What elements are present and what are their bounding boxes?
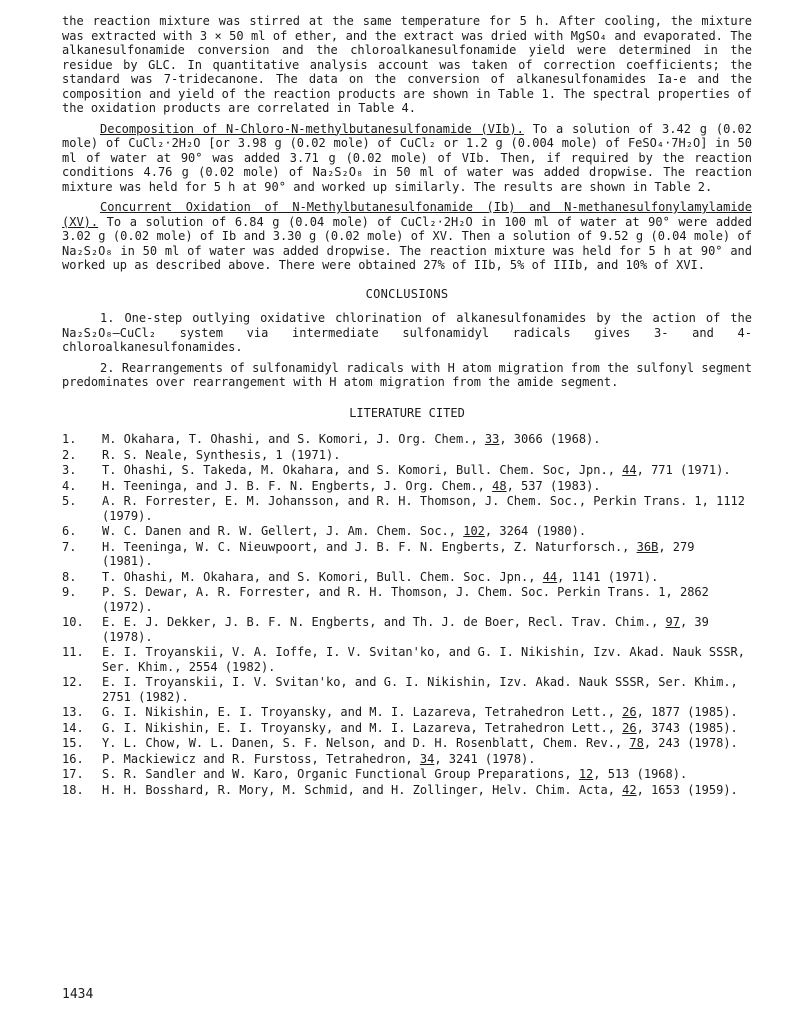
concurrent-paragraph: [62, 200, 752, 273]
reference-item: [62, 675, 752, 704]
reference-text: T. Ohashi, S. Takeda, M. Okahara, and S. Komori, Bull. Chem. Soc, Jpn.,: [102, 463, 623, 477]
reference-text: E. I. Troyanskii, I. V. Svitan'ko, and G. I. Nikishin, Izv. Akad. Nauk SSSR, Ser. Khim., 2751 (1982).: [102, 675, 738, 704]
decomposition-paragraph: [62, 122, 752, 195]
conclusion-1: 1. One-step outlying oxidative chlorination of alkanesulfonamides by the action of the Na₂S₂O₈–CuCl₂ system via intermediate sulfonamidyl radicals gives 3- and 4-chloroalkanesulfonamides.: [62, 311, 752, 354]
reference-volume: 42: [622, 782, 637, 797]
reference-citation: , 39 (1978).: [102, 615, 709, 644]
reference-text: E. E. J. Dekker, J. B. F. N. Engberts, and Th. J. de Boer, Recl. Trav. Chim.,: [102, 615, 666, 629]
reference-number: 13.: [62, 705, 84, 719]
reference-list: [62, 432, 752, 797]
reference-number: 10.: [62, 615, 84, 629]
reference-text: G. I. Nikishin, E. I. Troyansky, and M. I. Lazareva, Tetrahedron Lett.,: [102, 720, 623, 735]
reference-volume: 48: [492, 478, 507, 493]
reference-volume: 26: [622, 705, 637, 719]
reference-item: [62, 448, 752, 463]
reference-volume: 34: [419, 751, 435, 766]
paper-page: [62, 14, 752, 798]
page-number: 1434: [62, 987, 94, 1002]
reference-number: 7.: [62, 539, 77, 554]
reference-text: M. Okahara, T. Ohashi, and S. Komori, J. Org. Chem.,: [102, 432, 485, 446]
reference-item: [62, 540, 752, 569]
reference-citation: , 1653 (1959).: [636, 782, 738, 797]
decomposition-title: Decomposition of N-Chloro-N-methylbutanesulfonamide (VIb).: [100, 121, 524, 136]
reference-item: [62, 479, 752, 494]
reference-number: 14.: [62, 720, 84, 735]
reference-text: H. Teeninga, and J. B. F. N. Engberts, J. Org. Chem.,: [102, 478, 493, 493]
reference-citation: , 3066 (1968).: [499, 432, 601, 446]
conclusions-heading: CONCLUSIONS: [365, 286, 449, 301]
reference-volume: 12: [578, 767, 594, 781]
reference-item: [62, 463, 752, 478]
top-paragraph: the reaction mixture was stirred at the same temperature for 5 h. After cooling, the mixture was extracted with 3 × 50 ml of ether, and the extract was dried with MgSO₄ and evaporated. The alkanesulfonamide conversion and the chloroalkanesulfonamide yield were determined in the residue by GLC. In quantitative analysis account was taken of correction coefficients; the standard was 7-tridecanone. The data on the conversion of alkanesulfonamides Ia-e and the composition and yield of the reaction products are shown in Table 1. The spectral properties of the oxidation products are correlated in Table 4.: [62, 14, 752, 115]
reference-item: [62, 752, 752, 767]
reference-number: 8.: [62, 569, 77, 584]
reference-number: 12.: [62, 675, 84, 689]
reference-text: A. R. Forrester, E. M. Johansson, and R. H. Thomson, J. Chem. Soc., Perkin Trans. 1, 1112 (1979).: [102, 494, 745, 523]
reference-item: [62, 494, 752, 523]
reference-text: G. I. Nikishin, E. I. Troyansky, and M. I. Lazareva, Tetrahedron Lett.,: [102, 705, 623, 719]
reference-text: Y. L. Chow, W. L. Danen, S. F. Nelson, and D. H. Rosenblatt, Chem. Rev.,: [102, 736, 630, 750]
reference-number: 4.: [62, 478, 77, 493]
reference-volume: 97: [665, 615, 680, 629]
reference-item: [62, 645, 752, 674]
reference-item: [62, 705, 752, 720]
reference-citation: , 243 (1978).: [643, 736, 738, 750]
reference-volume: 102: [463, 524, 485, 538]
reference-number: 15.: [62, 736, 84, 750]
reference-text: R. S. Neale, Synthesis, 1 (1971).: [102, 447, 341, 462]
reference-citation: , 3264 (1980).: [484, 524, 587, 538]
reference-text: S. R. Sandler and W. Karo, Organic Functional Group Preparations,: [102, 767, 579, 781]
reference-citation: , 771 (1971).: [636, 463, 731, 477]
reference-text: H. Teeninga, W. C. Nieuwpoort, and J. B. F. N. Engberts, Z. Naturforsch.,: [102, 539, 637, 554]
reference-volume: 78: [629, 736, 644, 750]
reference-number: 11.: [62, 645, 84, 659]
reference-number: 2.: [62, 447, 77, 462]
reference-number: 17.: [62, 767, 84, 781]
concurrent-title: Concurrent Oxidation of N-Methylbutanesulfonamide (Ib) and N-methanesulfonylamylamide (XV).: [62, 200, 752, 229]
reference-volume: 26: [622, 720, 637, 735]
reference-citation: , 513 (1968).: [593, 767, 688, 781]
reference-item: [62, 432, 752, 447]
reference-number: 3.: [62, 463, 77, 477]
reference-citation: , 1141 (1971).: [557, 569, 659, 584]
reference-text: W. C. Danen and R. W. Gellert, J. Am. Chem. Soc.,: [102, 524, 464, 538]
reference-volume: 33: [484, 432, 500, 446]
reference-item: [62, 736, 752, 751]
reference-number: 9.: [62, 585, 77, 599]
reference-item: [62, 767, 752, 782]
reference-item: [62, 721, 752, 736]
reference-number: 18.: [62, 782, 84, 797]
reference-text: T. Ohashi, M. Okahara, and S. Komori, Bull. Chem. Soc. Jpn.,: [102, 569, 543, 584]
reference-volume: 36B: [636, 539, 659, 554]
reference-number: 1.: [62, 432, 77, 446]
reference-item: [62, 524, 752, 539]
reference-citation: , 279 (1981).: [102, 539, 695, 568]
reference-text: H. H. Bosshard, R. Mory, M. Schmid, and H. Zollinger, Helv. Chim. Acta,: [102, 782, 623, 797]
reference-citation: , 3241 (1978).: [434, 751, 536, 766]
reference-item: [62, 783, 752, 798]
reference-citation: , 3743 (1985).: [636, 720, 738, 735]
concurrent-body: To a solution of 6.84 g (0.04 mole) of CuCl₂·2H₂O in 100 ml of water at 90° were added 3.02 g (0.02 mole) of Ib and 3.30 g (0.02 mole) of XV. Then a solution of 9.52 g (0.04 mole) of Na₂S₂O₈ in 50 ml of water was added dropwise. The reaction mixture was held for 5 h at 90° and worked up as described above. There were obtained 27% of IIb, 5% of IIIb, and 10% of XVI.: [62, 214, 752, 272]
reference-volume: 44: [542, 569, 558, 584]
literature-heading: LITERATURE CITED: [349, 405, 465, 420]
reference-number: 5.: [62, 494, 77, 508]
decomposition-body: To a solution of 3.42 g (0.02 mole) of CuCl₂·2H₂O [or 3.98 g (0.02 mole) of CuCl₂ or 1.2 g (0.004 mole) of FeSO₄·7H₂O] in 50 ml of water at 90° was added 3.71 g (0.02 mole) of VIb. Then, if required by the reaction conditions 4.76 g (0.02 mole) of Na₂S₂O₈ in 50 ml of water was added dropwise. The reaction mixture was held for 5 h at 90° and worked up similarly. The results are shown in Table 2.: [62, 121, 752, 194]
conclusion-2: 2. Rearrangements of sulfonamidyl radicals with H atom migration from the sulfonyl segment predominates over rearrangement with H atom migration from the amide segment.: [62, 360, 752, 389]
reference-item: [62, 615, 752, 644]
reference-number: 6.: [62, 524, 77, 538]
reference-text: P. Mackiewicz and R. Furstoss, Tetrahedron,: [102, 751, 420, 766]
reference-text: E. I. Troyanskii, V. A. Ioffe, I. V. Svitan'ko, and G. I. Nikishin, Izv. Akad. Nauk SSSR, Ser. Khim., 2554 (1982).: [102, 645, 745, 674]
reference-text: P. S. Dewar, A. R. Forrester, and R. H. Thomson, J. Chem. Soc. Perkin Trans. 1, 2862 (1972).: [102, 585, 709, 614]
reference-number: 16.: [62, 751, 84, 766]
reference-citation: , 537 (1983).: [506, 478, 601, 493]
reference-citation: , 1877 (1985).: [636, 705, 738, 719]
reference-volume: 44: [622, 463, 637, 477]
reference-item: [62, 570, 752, 585]
reference-item: [62, 585, 752, 614]
